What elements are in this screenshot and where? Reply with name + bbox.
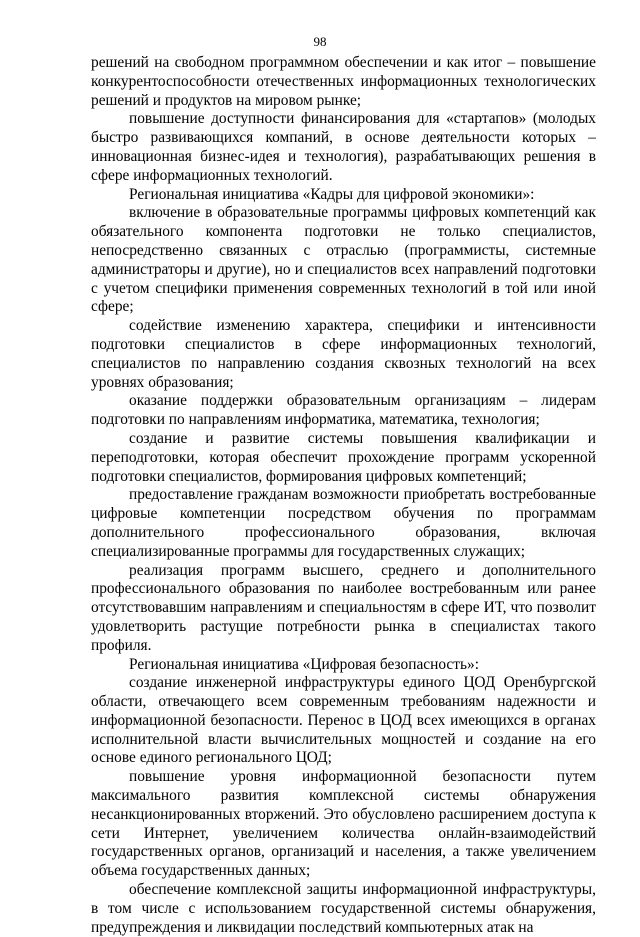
paragraph: реализация программ высшего, среднего и дополнительного профессионального образования по наиболее востребованным или ранее отсутствовавшим направлениям и специальностям в сфере ИТ, что позволит удовлетворить растущие потребности рынка в специалистах такого профиля.	[91, 561, 596, 654]
paragraph-continuation: решений на свободном программном обеспечении и как итог – повышение конкурентоспособности отечественных информационных технологических решений и продуктов на мировом рынке;	[91, 54, 596, 109]
document-body	[91, 54, 596, 937]
section-heading-personnel: Региональная инициатива «Кадры для цифровой экономики»:	[129, 185, 535, 203]
paragraph: предоставление гражданам возможности приобретать востребованные цифровые компетенции посредством обучения по программам дополнительного профессионального образования, включая специализированные программы для государственных служащих;	[91, 486, 596, 560]
paragraph: повышение доступности финансирования для «стартапов» (молодых быстро развивающихся компаний, в основе деятельности которых – инновационная бизнес-идея и технология), разрабатывающих решения в сфере информационных технологий.	[91, 110, 596, 184]
paragraph: повышение уровня информационной безопасности путем максимального развития комплексной системы обнаружения несанкционированных вторжений. Это обусловлено расширением доступа к сети Интернет, увеличением количества онлайн-взаимодействий государственных органов, организаций и населения, а также увеличением объема государственных данных;	[91, 768, 596, 880]
paragraph: включение в образовательные программы цифровых компетенций как обязательного компонента подготовки не только специалистов, непосредственно связанных с отраслью (программисты, системные администраторы и другие), но и специалистов всех направлений подготовки с учетом специфики применения современных технологий в той или иной сфере;	[91, 204, 596, 316]
paragraph: содействие изменению характера, специфики и интенсивности подготовки специалистов в сфере информационных технологий, специалистов по направлению создания сквозных технологий на всех уровнях образования;	[91, 317, 596, 391]
section-heading-security: Региональная инициатива «Цифровая безопасность»:	[129, 655, 479, 673]
paragraph: оказание поддержки образовательным организациям – лидерам подготовки по направлениям информатика, математика, технология;	[91, 392, 596, 429]
paragraph: обеспечение комплексной защиты информационной инфраструктуры, в том числе с использованием государственной системы обнаружения, предупреждения и ликвидации последствий компьютерных атак на	[91, 881, 596, 936]
page-number: 98	[313, 34, 327, 49]
paragraph: создание и развитие системы повышения квалификации и переподготовки, которая обеспечит прохождение программ ускоренной подготовки специалистов, формирования цифровых компетенций;	[91, 429, 596, 485]
paragraph: создание инженерной инфраструктуры единого ЦОД Оренбургской области, отвечающего всем современным требованиям надежности и информационной безопасности. Перенос в ЦОД всех имеющихся в органах исполнительной власти вычислительных мощностей и создание на его основе единого регионального ЦОД;	[91, 674, 596, 767]
